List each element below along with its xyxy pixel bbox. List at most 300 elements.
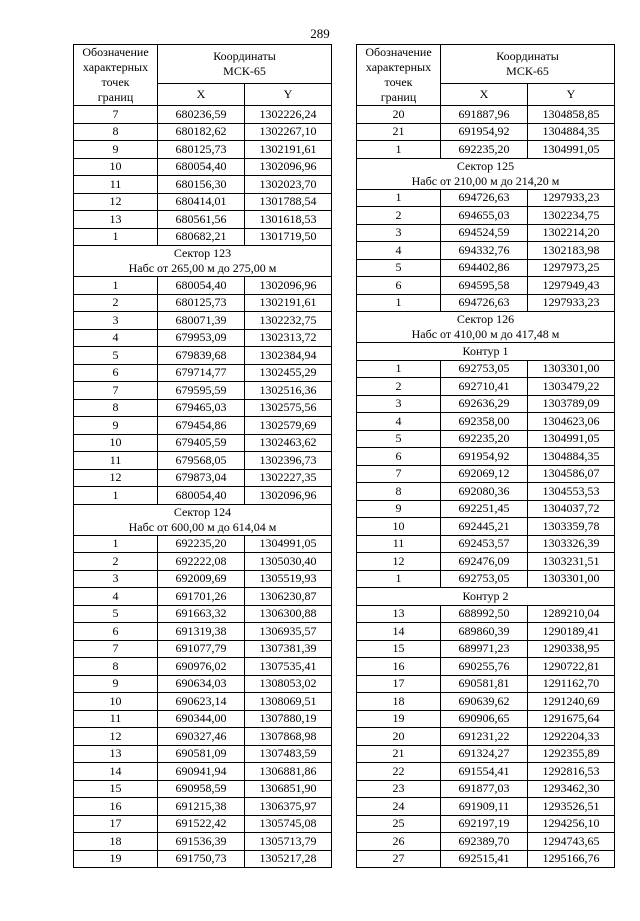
table-row [357, 623, 615, 641]
x-coordinate-cell: 690327,46 [158, 728, 245, 746]
y-coordinate-cell: 1302455,29 [245, 364, 332, 382]
x-coordinate-cell: 679465,03 [158, 399, 245, 417]
point-number-cell: 11 [357, 535, 441, 553]
x-coordinate-cell: 680054,40 [158, 487, 245, 505]
y-coordinate-cell: 1302575,56 [245, 399, 332, 417]
x-coordinate-cell: 691554,41 [441, 763, 528, 781]
section-header-line: Сектор 126 [456, 312, 515, 326]
x-coordinate-cell: 680054,40 [158, 158, 245, 176]
y-coordinate-cell: 1303359,78 [528, 518, 615, 536]
point-number-cell: 8 [74, 399, 158, 417]
y-coordinate-cell: 1307868,98 [245, 728, 332, 746]
point-number-cell: 5 [357, 259, 441, 277]
y-coordinate-cell: 1302023,70 [245, 176, 332, 194]
y-coordinate-cell: 1305713,79 [245, 833, 332, 851]
header-point-line: Обозначение [82, 45, 149, 59]
x-coordinate-cell: 679405,59 [158, 434, 245, 452]
point-number-cell: 5 [357, 430, 441, 448]
section-header-line: Сектор 124 [173, 504, 232, 519]
y-coordinate-cell: 1304991,05 [245, 535, 332, 553]
section-header-line: Hабс от 265,00 м до 275,00 м [128, 261, 277, 275]
x-coordinate-cell: 691231,22 [441, 728, 528, 746]
x-coordinate-cell: 690581,09 [158, 745, 245, 763]
y-coordinate-cell: 1305030,40 [245, 553, 332, 571]
x-coordinate-cell: 680682,21 [158, 228, 245, 246]
x-coordinate-cell: 692080,36 [441, 483, 528, 501]
point-number-cell: 6 [357, 448, 441, 466]
header-point-line: границ [97, 90, 134, 104]
table-row [357, 378, 615, 396]
x-coordinate-cell: 692235,20 [441, 141, 528, 159]
table-row [74, 277, 332, 295]
point-number-cell: 7 [74, 640, 158, 658]
header-x: X [158, 83, 245, 105]
y-coordinate-cell: 1304884,35 [528, 448, 615, 466]
table-row [74, 469, 332, 487]
point-number-cell: 1 [74, 277, 158, 295]
header-coords-line: Координаты [213, 48, 276, 63]
table-row [74, 123, 332, 141]
table-row [357, 710, 615, 728]
x-coordinate-cell: 679595,59 [158, 382, 245, 400]
y-coordinate-cell: 1307535,41 [245, 658, 332, 676]
table-row [357, 360, 615, 378]
x-coordinate-cell: 692753,05 [441, 570, 528, 588]
x-coordinate-cell: 692710,41 [441, 378, 528, 396]
table-row [74, 710, 332, 728]
point-number-cell: 4 [74, 588, 158, 606]
y-coordinate-cell: 1302096,96 [245, 487, 332, 505]
point-number-cell: 8 [74, 658, 158, 676]
point-number-cell: 13 [74, 211, 158, 229]
x-coordinate-cell: 680236,59 [158, 106, 245, 124]
x-coordinate-cell: 688992,50 [441, 605, 528, 623]
table-row [357, 224, 615, 242]
y-coordinate-cell: 1297973,25 [528, 259, 615, 277]
x-coordinate-cell: 690344,00 [158, 710, 245, 728]
point-number-cell: 12 [357, 553, 441, 571]
x-coordinate-cell: 691750,73 [158, 850, 245, 868]
y-coordinate-cell: 1301719,50 [245, 228, 332, 246]
x-coordinate-cell: 691215,38 [158, 798, 245, 816]
table-row [74, 798, 332, 816]
table-row [357, 430, 615, 448]
y-coordinate-cell: 1306851,90 [245, 780, 332, 798]
x-coordinate-cell: 692453,57 [441, 535, 528, 553]
y-coordinate-cell: 1308069,51 [245, 693, 332, 711]
point-number-cell: 17 [357, 675, 441, 693]
x-coordinate-cell: 689971,23 [441, 640, 528, 658]
x-coordinate-cell: 692445,21 [441, 518, 528, 536]
point-number-cell: 1 [357, 294, 441, 312]
table-row [74, 158, 332, 176]
table-row [74, 487, 332, 505]
y-coordinate-cell: 1295166,76 [528, 850, 615, 868]
x-coordinate-cell: 691701,26 [158, 588, 245, 606]
header-coordinates [441, 45, 615, 84]
point-number-cell: 1 [74, 228, 158, 246]
y-coordinate-cell: 1302232,75 [245, 312, 332, 330]
table-body-left [74, 106, 332, 868]
header-point-designation [357, 45, 441, 106]
point-number-cell: 1 [357, 570, 441, 588]
point-number-cell: 13 [357, 605, 441, 623]
x-coordinate-cell: 691077,79 [158, 640, 245, 658]
x-coordinate-cell: 692009,69 [158, 570, 245, 588]
y-coordinate-cell: 1304858,85 [528, 106, 615, 124]
point-number-cell: 8 [357, 483, 441, 501]
x-coordinate-cell: 689860,39 [441, 623, 528, 641]
x-coordinate-cell: 679839,68 [158, 347, 245, 365]
y-coordinate-cell: 1297933,23 [528, 189, 615, 207]
x-coordinate-cell: 692389,70 [441, 833, 528, 851]
y-coordinate-cell: 1294743,65 [528, 833, 615, 851]
table-row [357, 483, 615, 501]
table-row [74, 850, 332, 868]
point-number-cell: 26 [357, 833, 441, 851]
point-number-cell: 9 [357, 500, 441, 518]
table-row [74, 570, 332, 588]
point-number-cell: 9 [74, 675, 158, 693]
table-row [357, 277, 615, 295]
table-row [357, 693, 615, 711]
x-coordinate-cell: 680125,73 [158, 141, 245, 159]
point-number-cell: 1 [74, 487, 158, 505]
section-header-cell [357, 588, 615, 606]
x-coordinate-cell: 692476,09 [441, 553, 528, 571]
table-row [357, 242, 615, 260]
x-coordinate-cell: 692515,41 [441, 850, 528, 868]
x-coordinate-cell: 679454,86 [158, 417, 245, 435]
y-coordinate-cell: 1306300,88 [245, 605, 332, 623]
point-number-cell: 19 [357, 710, 441, 728]
x-coordinate-cell: 690958,59 [158, 780, 245, 798]
section-header-line: Hабс от 600,00 м до 614,04 м [128, 519, 277, 534]
y-coordinate-cell: 1303326,39 [528, 535, 615, 553]
point-number-cell: 11 [74, 176, 158, 194]
x-coordinate-cell: 691887,96 [441, 106, 528, 124]
point-number-cell: 20 [357, 106, 441, 124]
point-number-cell: 16 [74, 798, 158, 816]
table-row [357, 553, 615, 571]
y-coordinate-cell: 1303301,00 [528, 570, 615, 588]
point-number-cell: 15 [74, 780, 158, 798]
y-coordinate-cell: 1292204,33 [528, 728, 615, 746]
point-number-cell: 1 [357, 189, 441, 207]
x-coordinate-cell: 692753,05 [441, 360, 528, 378]
table-row [74, 535, 332, 553]
table-row [74, 745, 332, 763]
table-row [74, 141, 332, 159]
section-header-cell [74, 504, 332, 535]
table-row [74, 382, 332, 400]
table-row [74, 417, 332, 435]
y-coordinate-cell: 1302183,98 [528, 242, 615, 260]
x-coordinate-cell: 690639,62 [441, 693, 528, 711]
table-row [74, 693, 332, 711]
y-coordinate-cell: 1302234,75 [528, 207, 615, 225]
x-coordinate-cell: 679714,77 [158, 364, 245, 382]
y-coordinate-cell: 1304586,07 [528, 465, 615, 483]
x-coordinate-cell: 690906,65 [441, 710, 528, 728]
header-coordinates [158, 45, 332, 84]
point-number-cell: 3 [357, 395, 441, 413]
table-row [357, 465, 615, 483]
table-row [357, 259, 615, 277]
y-coordinate-cell: 1306230,87 [245, 588, 332, 606]
point-number-cell: 22 [357, 763, 441, 781]
y-coordinate-cell: 1306375,97 [245, 798, 332, 816]
point-number-cell: 5 [74, 605, 158, 623]
y-coordinate-cell: 1297949,43 [528, 277, 615, 295]
header-point-line: точек [384, 75, 413, 89]
point-number-cell: 10 [74, 693, 158, 711]
point-number-cell: 10 [357, 518, 441, 536]
table-row [357, 500, 615, 518]
section-header-cell [74, 246, 332, 277]
coordinates-table-left [73, 44, 332, 868]
point-number-cell: 2 [357, 207, 441, 225]
table-row [74, 176, 332, 194]
point-number-cell: 19 [74, 850, 158, 868]
table-row [74, 347, 332, 365]
header-y: Y [245, 83, 332, 105]
table-row [74, 434, 332, 452]
header-point-designation [74, 45, 158, 106]
x-coordinate-cell: 679568,05 [158, 452, 245, 470]
table-row [357, 207, 615, 225]
x-coordinate-cell: 680414,01 [158, 193, 245, 211]
y-coordinate-cell: 1302214,20 [528, 224, 615, 242]
header-coords-line: МСК-65 [223, 63, 266, 78]
y-coordinate-cell: 1292816,53 [528, 763, 615, 781]
header-coords-line: Координаты [496, 48, 559, 63]
table-row [74, 452, 332, 470]
y-coordinate-cell: 1303231,51 [528, 553, 615, 571]
table-row [357, 728, 615, 746]
table-row [74, 815, 332, 833]
table-row [74, 833, 332, 851]
y-coordinate-cell: 1302096,96 [245, 158, 332, 176]
y-coordinate-cell: 1301788,54 [245, 193, 332, 211]
x-coordinate-cell: 691909,11 [441, 798, 528, 816]
x-coordinate-cell: 691324,27 [441, 745, 528, 763]
x-coordinate-cell: 694402,86 [441, 259, 528, 277]
point-number-cell: 23 [357, 780, 441, 798]
x-coordinate-cell: 690255,76 [441, 658, 528, 676]
y-coordinate-cell: 1304991,05 [528, 430, 615, 448]
point-number-cell: 14 [74, 763, 158, 781]
table-row [357, 413, 615, 431]
table-row [74, 553, 332, 571]
table-row [74, 623, 332, 641]
y-coordinate-cell: 1303301,00 [528, 360, 615, 378]
point-number-cell: 12 [74, 728, 158, 746]
y-coordinate-cell: 1305519,93 [245, 570, 332, 588]
x-coordinate-cell: 680054,40 [158, 277, 245, 295]
point-number-cell: 10 [74, 434, 158, 452]
x-coordinate-cell: 690634,03 [158, 675, 245, 693]
point-number-cell: 6 [74, 623, 158, 641]
section-header-cell [357, 158, 615, 189]
y-coordinate-cell: 1302313,72 [245, 329, 332, 347]
table-row [357, 189, 615, 207]
point-number-cell: 5 [74, 347, 158, 365]
y-coordinate-cell: 1305217,28 [245, 850, 332, 868]
y-coordinate-cell: 1307381,39 [245, 640, 332, 658]
point-number-cell: 10 [74, 158, 158, 176]
table-row [357, 605, 615, 623]
table-row [74, 605, 332, 623]
point-number-cell: 8 [74, 123, 158, 141]
header-coords-line: МСК-65 [506, 63, 549, 78]
y-coordinate-cell: 1293526,51 [528, 798, 615, 816]
x-coordinate-cell: 694726,63 [441, 294, 528, 312]
x-coordinate-cell: 691954,92 [441, 123, 528, 141]
y-coordinate-cell: 1305745,08 [245, 815, 332, 833]
y-coordinate-cell: 1303479,22 [528, 378, 615, 396]
point-number-cell: 17 [74, 815, 158, 833]
x-coordinate-cell: 680182,62 [158, 123, 245, 141]
point-number-cell: 25 [357, 815, 441, 833]
x-coordinate-cell: 691522,42 [158, 815, 245, 833]
x-coordinate-cell: 694655,03 [441, 207, 528, 225]
section-header-row [74, 246, 332, 277]
table-row [74, 294, 332, 312]
y-coordinate-cell: 1290189,41 [528, 623, 615, 641]
table-row [357, 640, 615, 658]
section-header-cell [357, 343, 615, 361]
table-row [74, 399, 332, 417]
table-row [357, 675, 615, 693]
x-coordinate-cell: 692358,00 [441, 413, 528, 431]
point-number-cell: 27 [357, 850, 441, 868]
point-number-cell: 9 [74, 417, 158, 435]
point-number-cell: 15 [357, 640, 441, 658]
y-coordinate-cell: 1304991,05 [528, 141, 615, 159]
point-number-cell: 21 [357, 123, 441, 141]
table-row [357, 815, 615, 833]
table-body-right [357, 106, 615, 868]
point-number-cell: 2 [74, 294, 158, 312]
y-coordinate-cell: 1304037,72 [528, 500, 615, 518]
table-row [74, 675, 332, 693]
point-number-cell: 1 [74, 535, 158, 553]
y-coordinate-cell: 1290338,95 [528, 640, 615, 658]
point-number-cell: 7 [357, 465, 441, 483]
table-row [357, 850, 615, 868]
table-row [74, 364, 332, 382]
x-coordinate-cell: 691954,92 [441, 448, 528, 466]
x-coordinate-cell: 690581,81 [441, 675, 528, 693]
x-coordinate-cell: 692235,20 [158, 535, 245, 553]
header-point-line: Обозначение [365, 45, 432, 59]
y-coordinate-cell: 1308053,02 [245, 675, 332, 693]
table-row [357, 570, 615, 588]
y-coordinate-cell: 1302396,73 [245, 452, 332, 470]
point-number-cell: 6 [74, 364, 158, 382]
table-row [357, 763, 615, 781]
y-coordinate-cell: 1293462,30 [528, 780, 615, 798]
section-header-row [357, 312, 615, 343]
point-number-cell: 12 [74, 193, 158, 211]
point-number-cell: 3 [357, 224, 441, 242]
point-number-cell: 16 [357, 658, 441, 676]
x-coordinate-cell: 692222,08 [158, 553, 245, 571]
page-number: 289 [310, 26, 330, 41]
table-row [74, 228, 332, 246]
y-coordinate-cell: 1297933,23 [528, 294, 615, 312]
point-number-cell: 24 [357, 798, 441, 816]
table-row [357, 106, 615, 124]
y-coordinate-cell: 1302463,62 [245, 434, 332, 452]
x-coordinate-cell: 690623,14 [158, 693, 245, 711]
point-number-cell: 4 [357, 413, 441, 431]
section-header-line: Сектор 125 [456, 158, 515, 173]
y-coordinate-cell: 1302579,69 [245, 417, 332, 435]
y-coordinate-cell: 1302267,10 [245, 123, 332, 141]
table-row [357, 141, 615, 159]
point-number-cell: 3 [74, 570, 158, 588]
x-coordinate-cell: 692197,19 [441, 815, 528, 833]
y-coordinate-cell: 1294256,10 [528, 815, 615, 833]
y-coordinate-cell: 1304553,53 [528, 483, 615, 501]
x-coordinate-cell: 691663,32 [158, 605, 245, 623]
x-coordinate-cell: 680561,56 [158, 211, 245, 229]
y-coordinate-cell: 1291240,69 [528, 693, 615, 711]
point-number-cell: 2 [357, 378, 441, 396]
table-row [74, 193, 332, 211]
section-header-cell [357, 312, 615, 343]
y-coordinate-cell: 1289210,04 [528, 605, 615, 623]
y-coordinate-cell: 1307880,19 [245, 710, 332, 728]
section-header-row [74, 504, 332, 535]
y-coordinate-cell: 1307483,59 [245, 745, 332, 763]
x-coordinate-cell: 692636,29 [441, 395, 528, 413]
point-number-cell: 3 [74, 312, 158, 330]
x-coordinate-cell: 691319,38 [158, 623, 245, 641]
y-coordinate-cell: 1302227,35 [245, 469, 332, 487]
x-coordinate-cell: 690941,94 [158, 763, 245, 781]
x-coordinate-cell: 691536,39 [158, 833, 245, 851]
table-row [357, 395, 615, 413]
point-number-cell: 1 [357, 360, 441, 378]
table-row [74, 640, 332, 658]
section-header-row [357, 343, 615, 361]
table-row [74, 106, 332, 124]
x-coordinate-cell: 680071,39 [158, 312, 245, 330]
x-coordinate-cell: 691877,03 [441, 780, 528, 798]
table-row [357, 294, 615, 312]
header-point-line: границ [380, 90, 417, 104]
x-coordinate-cell: 694524,59 [441, 224, 528, 242]
y-coordinate-cell: 1302191,61 [245, 294, 332, 312]
header-point-line: точек [101, 75, 130, 89]
y-coordinate-cell: 1306935,57 [245, 623, 332, 641]
header-x: X [441, 83, 528, 105]
table-row [357, 518, 615, 536]
header-y: Y [528, 83, 615, 105]
point-number-cell: 11 [74, 710, 158, 728]
point-number-cell: 7 [74, 382, 158, 400]
x-coordinate-cell: 692235,20 [441, 430, 528, 448]
table-row [74, 763, 332, 781]
table-row [357, 833, 615, 851]
table-row [357, 798, 615, 816]
x-coordinate-cell: 694726,63 [441, 189, 528, 207]
y-coordinate-cell: 1301618,53 [245, 211, 332, 229]
x-coordinate-cell: 694595,58 [441, 277, 528, 295]
